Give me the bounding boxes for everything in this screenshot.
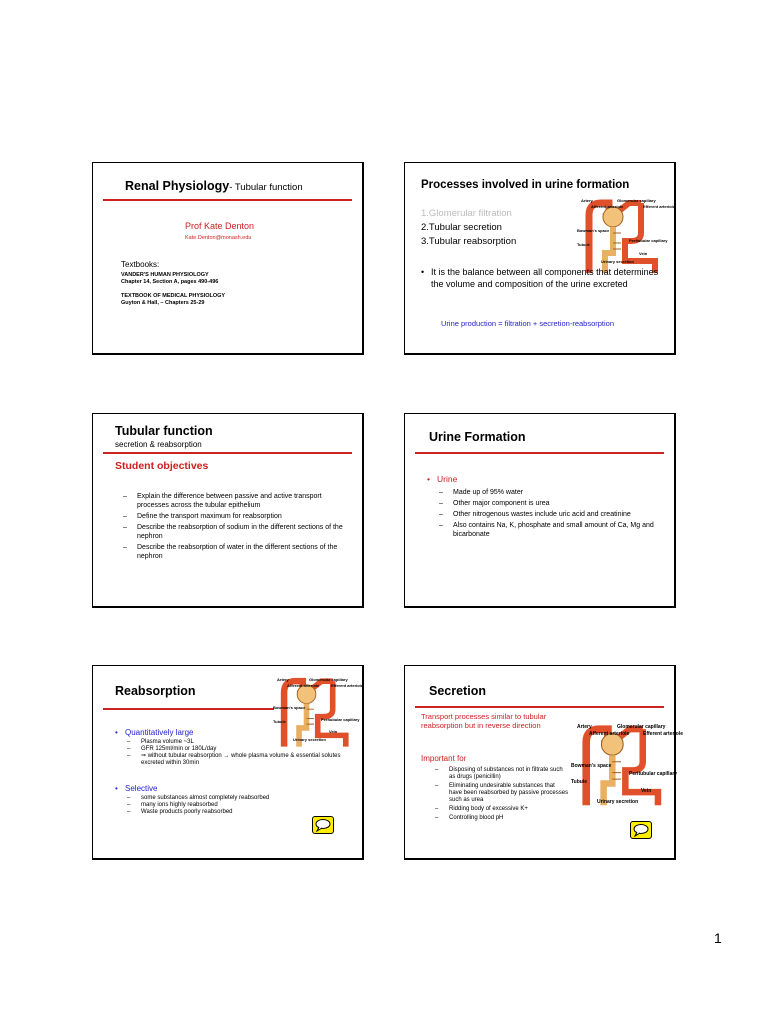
urine-label: • Urine xyxy=(427,474,457,484)
objective-item: – Describe the reabsorption of sodium in the different sections of the nephron xyxy=(123,523,349,541)
textbooks-label: Textbooks: xyxy=(121,260,160,269)
label-tubule: Tubule xyxy=(577,242,590,247)
title-divider xyxy=(415,706,664,708)
slide-tubular-function xyxy=(92,413,364,608)
title-divider xyxy=(103,708,274,710)
label-glomerular: Glomerular capillary xyxy=(617,724,666,730)
comment-icon[interactable] xyxy=(630,821,652,839)
label-glomerular: Glomerular capillary xyxy=(617,198,656,203)
balance-text: • It is the balance between all components that determines the volume and composition of the urine excreted xyxy=(421,266,665,290)
label-efferent: Efferent arteriole xyxy=(643,731,684,737)
label-peritubular: Peritubular capillary xyxy=(321,717,360,722)
slide-title: Tubular function xyxy=(115,424,213,438)
label-peritubular: Peritubular capillary xyxy=(629,771,678,777)
slide-title: Secretion xyxy=(429,684,486,698)
secretion-use-item: – Disposing of substances not in filtrate such as drugs (penicillin) xyxy=(435,767,569,781)
author-email[interactable]: Kate.Denton@monash.edu xyxy=(185,235,252,241)
label-tubule: Tubule xyxy=(571,779,588,785)
objective-item: – Describe the reabsorption of water in the different sections of the nephron xyxy=(123,543,349,561)
slide-title: Processes involved in urine formation xyxy=(421,179,630,191)
process-item-reabsorption: 3.Tubular reabsorption xyxy=(421,236,517,247)
author-name: Prof Kate Denton xyxy=(185,221,255,231)
urine-composition-list xyxy=(439,488,665,539)
quantitative-item: – GFR 125ml/min or 180L/day xyxy=(127,746,349,753)
secretion-use-item: – Ridding body of excessive K+ xyxy=(435,806,569,813)
label-urinary: Urinary secretion xyxy=(597,799,639,805)
label-artery: Artery xyxy=(581,198,593,203)
book-guyton xyxy=(121,293,225,307)
label-tubule: Tubule xyxy=(273,719,286,724)
slide-subtitle: secretion & reabsorption xyxy=(115,440,202,449)
quantitative-label: • Quantitatively large xyxy=(115,728,193,737)
page-number: 1 xyxy=(714,930,722,946)
title-divider xyxy=(103,199,352,201)
bullet-selective xyxy=(115,784,157,793)
book2-line1: TEXTBOOK OF MEDICAL PHYSIOLOGY xyxy=(121,293,226,299)
book2-line2: Guyton & Hall, – Chapters 25-29 xyxy=(121,300,205,306)
book1-line2: Chapter 14, Section A, pages 490-496 xyxy=(121,279,219,285)
comment-icon[interactable] xyxy=(312,816,334,834)
label-peritubular: Peritubular capillary xyxy=(629,238,668,243)
label-urinary: Urinary secretion xyxy=(293,737,326,742)
slide-title: Urine Formation xyxy=(429,430,526,444)
book1-line1: VANDER'S HUMAN PHYSIOLOGY xyxy=(121,272,209,278)
slide-processes-urine-formation xyxy=(404,162,676,355)
label-urinary: Urinary secretion xyxy=(601,259,634,264)
label-bowman: Bowman's space xyxy=(273,705,306,710)
important-heading: Important for xyxy=(421,754,467,763)
label-afferent: Afferent arteriole xyxy=(591,204,624,209)
label-vein: Vein xyxy=(641,788,652,794)
bullet-quantitative xyxy=(115,728,193,737)
label-bowman: Bowman's space xyxy=(571,763,612,769)
label-glomerular: Glomerular capillary xyxy=(309,677,348,682)
composition-item: – Other major component is urea xyxy=(439,499,665,508)
label-vein: Vein xyxy=(329,729,338,734)
process-list xyxy=(421,207,516,249)
secretion-uses-list xyxy=(435,767,569,822)
process-item-filtration: 1.Glomerular filtration xyxy=(421,208,512,219)
selective-item: – Waste products poorly reabsorbed xyxy=(127,809,349,816)
selective-item: – some substances almost completely reabsorbed xyxy=(127,795,349,802)
title-divider xyxy=(415,452,664,454)
secretion-intro: Transport processes similar to tubular reabsorption but in reverse direction xyxy=(421,712,547,730)
title-divider xyxy=(103,452,352,454)
quantitative-item: – Plasma volume ~3L xyxy=(127,739,349,746)
label-artery: Artery xyxy=(577,724,592,730)
objective-item: – Explain the difference between passive and active transport processes across the tubular epithelium xyxy=(123,492,349,510)
label-artery: Artery xyxy=(277,677,289,682)
objectives-heading: Student objectives xyxy=(115,460,209,472)
title-main: Renal Physiology xyxy=(125,179,230,193)
selective-label: • Selective xyxy=(115,784,157,793)
slide-urine-formation xyxy=(404,413,676,608)
composition-item: – Other nitrogenous wastes include uric acid and creatinine xyxy=(439,510,665,519)
secretion-use-item: – Eliminating undesirable substances that have been reabsorbed by passive processes such as urea xyxy=(435,783,569,804)
process-item-secretion: 2.Tubular secretion xyxy=(421,222,502,233)
label-vein: Vein xyxy=(639,251,648,256)
slide-title xyxy=(125,179,303,193)
quantitative-item: – ⇒ without tubular reabsorption → whole plasma volume & essential solutes excreted within 30min xyxy=(127,753,349,767)
book-vander xyxy=(121,272,218,286)
composition-item: – Made up of 95% water xyxy=(439,488,665,497)
slide-renal-physiology xyxy=(92,162,364,355)
quantitative-list xyxy=(127,739,349,767)
urine-bullet xyxy=(427,474,457,484)
slide-reabsorption xyxy=(92,665,364,860)
selective-list xyxy=(127,795,349,816)
objectives-list xyxy=(123,492,349,561)
label-afferent: Afferent arteriole xyxy=(287,683,320,688)
composition-item: – Also contains Na, K, phosphate and small amount of Ca, Mg and bicarbonate xyxy=(439,521,665,539)
label-bowman: Bowman's space xyxy=(577,228,610,233)
objective-item: – Define the transport maximum for reabsorption xyxy=(123,512,349,521)
equation: Urine production = filtration + secretion-reabsorption xyxy=(441,319,615,328)
label-afferent: Afferent arteriole xyxy=(589,731,630,737)
label-efferent: Efferent arteriole xyxy=(643,204,676,209)
title-suffix: - Tubular function xyxy=(229,182,303,193)
label-efferent: Efferent arteriole xyxy=(331,683,364,688)
secretion-use-item: – Controlling blood pH xyxy=(435,815,569,822)
selective-item: – many ions highly reabsorbed xyxy=(127,802,349,809)
slide-title: Reabsorption xyxy=(115,684,196,698)
slide-secretion xyxy=(404,665,684,860)
balance-bullet xyxy=(421,266,665,290)
